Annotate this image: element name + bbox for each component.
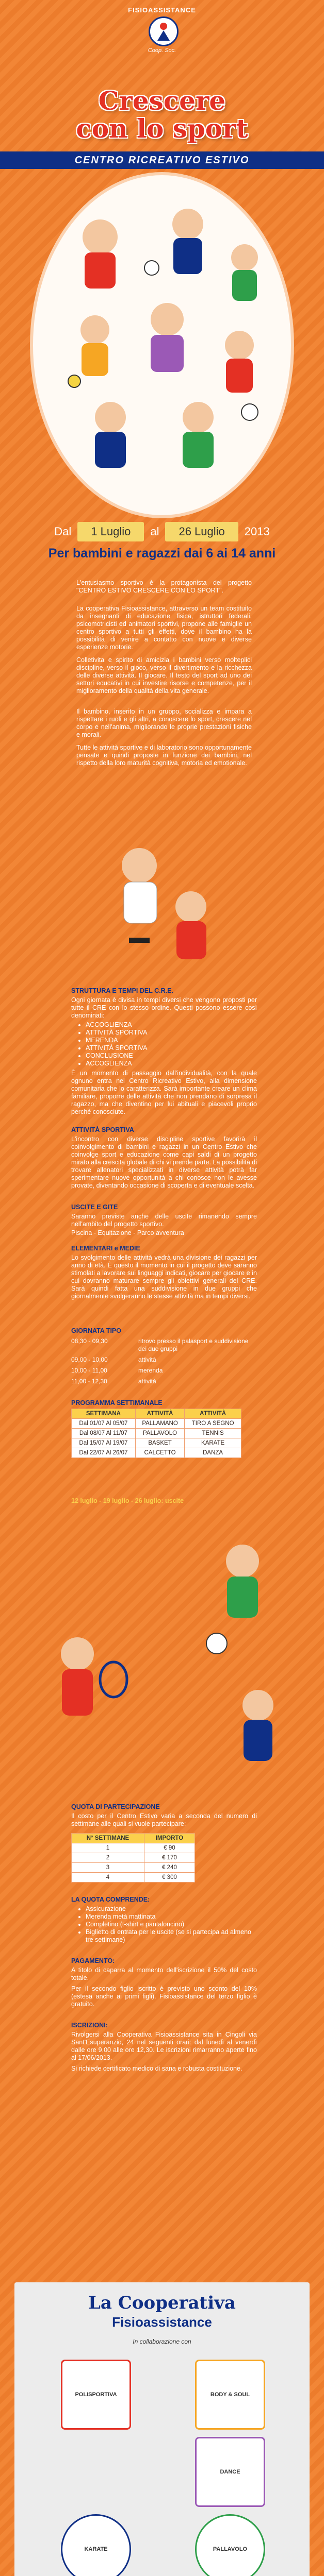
- intro-p2: La cooperativa Fisioassistance, attraverso un team costituito da insegnanti di educazione fisica, istruttori federali, psicomotricisti ed animatori sportivi, propone alle famiglie un centro sportivo a tutti gli effetti, dove il bambino ha la possibilità di venire a contatto con nuove e diverse esperienze motorie.: [76, 605, 252, 651]
- table-cell: KARATE: [185, 1438, 241, 1448]
- table-cell: Dal 15/07 Al 19/07: [72, 1438, 136, 1448]
- collab-label: In collaborazione con: [133, 2338, 191, 2345]
- table-row: [72, 1429, 241, 1438]
- list-item: • Merenda metà mattinata: [86, 1913, 257, 1921]
- fees-text: Il costo per il Centro Estivo varia a seconda del numero di settimane alle quali si vuole partecipare:: [71, 1812, 257, 1827]
- table-cell: 3: [72, 1863, 144, 1873]
- table-row: [72, 1873, 195, 1883]
- day-schedule: [71, 1337, 257, 1385]
- table-cell: € 300: [144, 1873, 195, 1883]
- day-time: 09,00 - 10,00: [71, 1356, 108, 1363]
- payment-text-2: Per il secondo figlio iscritto è previsto uno sconto del 10% (estesa anche ai primi figli). Fisioassistance del terzo figlio è gratuito.: [71, 1985, 257, 2008]
- day-desc: merenda: [138, 1367, 163, 1374]
- weekly-header: ATTIVITÀ: [135, 1409, 184, 1419]
- table-cell: 2: [72, 1853, 144, 1863]
- staff-title: ELEMENTARI e MEDIE: [71, 1245, 140, 1252]
- table-cell: PALLAVOLO: [135, 1429, 184, 1438]
- signup-title: ISCRIZIONI:: [71, 2022, 108, 2029]
- intro-p4: Il bambino, inserito in un gruppo, socializza e impara a rispettare i ruoli e gli altri, a conoscere lo sport, crescere nel corpo e nell'anima, migliorando le proprie prestazioni fisiche e morali.: [76, 708, 252, 738]
- sport-activity-text: L'incontro con diverse discipline sportive favorirà il coinvolgimento di bambini e ragazzi in un Centro Estivo che coinvolge sport e educazione come capi saldi di un progetto mirato alla crescita globale di chi vi prende parte. La possibilità di trovare allenatori specializzati in diverse attività potrà far sperimentare nuove opportunità a chi conosce non le avesse provate, diventando occasione di scoperta e di eventuale scelta.: [71, 1136, 257, 1189]
- trips-places: Piscina - Equitazione - Parco avventura: [71, 1229, 184, 1236]
- table-cell: DANZA: [185, 1448, 241, 1458]
- kids-sports-art: [33, 175, 291, 515]
- table-cell: CALCETTO: [135, 1448, 184, 1458]
- end-date: 26 Luglio: [165, 522, 238, 541]
- logo-emblem-icon: [149, 16, 179, 46]
- day-time: 11,00 - 12,30: [71, 1378, 107, 1385]
- start-date: 1 Luglio: [77, 522, 144, 541]
- payment-title: PAGAMENTO:: [71, 1957, 115, 1964]
- day-row: [71, 1356, 257, 1364]
- table-row: [72, 1843, 195, 1853]
- included-list: [71, 1905, 257, 1944]
- sponsor-logo-4: KARATE: [61, 2514, 131, 2576]
- intro-p1: L'entusiasmo sportivo è la protagonista del progetto "CENTRO ESTIVO CRESCERE CON LO SPORT".: [76, 579, 252, 594]
- table-cell: € 170: [144, 1853, 195, 1863]
- weekly-header-row: [72, 1409, 241, 1419]
- list-item: • ACCOGLIENZA: [86, 1060, 261, 1067]
- structure-title: STRUTTURA E TEMPI DEL C.R.E.: [71, 987, 173, 994]
- kid-runner-illustration: [206, 1680, 310, 1793]
- list-item: • Assicurazione: [86, 1905, 257, 1913]
- weekly-trips-line: 12 luglio - 19 luglio - 26 luglio: uscite: [71, 1497, 184, 1504]
- fees-header: IMPORTO: [144, 1834, 195, 1843]
- kids-tennis-illustration: [21, 1623, 134, 1777]
- fees-section: [71, 1803, 257, 2267]
- sponsor-logo-1: POLISPORTIVA: [61, 2360, 131, 2430]
- day-row: [71, 1378, 257, 1385]
- dates-row: [0, 521, 324, 542]
- table-cell: Dal 08/07 Al 11/07: [72, 1429, 136, 1438]
- included-title: LA QUOTA COMPRENDE:: [71, 1896, 150, 1903]
- header-band: CENTRO RICREATIVO ESTIVO: [0, 151, 324, 169]
- coop-name: La Cooperativa: [88, 2293, 236, 2313]
- table-cell: Dal 01/07 Al 05/07: [72, 1419, 136, 1429]
- list-item: • MERENDA: [86, 1037, 261, 1044]
- badge-bottom-label: Coop. Soc.: [148, 47, 176, 54]
- table-cell: € 90: [144, 1843, 195, 1853]
- day-time: 08,30 - 09,30: [71, 1337, 108, 1345]
- coop-name-2: Fisioassistance: [112, 2314, 212, 2330]
- weekly-header: ATTIVITÀ: [185, 1409, 241, 1419]
- sponsor-logo-2: BODY & SOUL: [195, 2360, 265, 2430]
- table-row: [72, 1853, 195, 1863]
- sport-activity-title: ATTIVITÀ SPORTIVA: [71, 1126, 134, 1133]
- table-cell: Dal 22/07 Al 26/07: [72, 1448, 136, 1458]
- trips-title: USCITE E GITE: [71, 1204, 118, 1211]
- day-desc: attività: [138, 1378, 156, 1385]
- day-time: 10,00 - 11,00: [71, 1367, 107, 1374]
- table-row: [72, 1438, 241, 1448]
- kids-sports-illustration: [33, 175, 291, 515]
- kids-karate-illustration: [98, 835, 232, 979]
- list-item: • ATTIVITÀ SPORTIVA: [86, 1044, 261, 1052]
- intro-p3: Colletivita e spirito di amicizia i bambini verso molteplici discipline, verso il gioco, verso il divertimento e la ricchezza delle diverse attività. Il giocare. Il testo del sport ad uno dei settori educativi in cui investire risorse e competenze, per il miglioramento della qualità della vita generale.: [76, 656, 252, 694]
- structure-text-2: È un momento di passaggio dall'individualità, con la quale ognuno entra nel Centro Ricreativo Estivo, alla dimensione comunitaria che lo caratterizza. Sarà importante creare un clima familiare, proporre delle attività che non prendano di sorpresa il ragazzo, ma che diventino per lui abituali e piacevoli proprio perché conosciute.: [71, 1070, 257, 1115]
- audience-subtitle: Per bambini e ragazzi dai 6 ai 14 anni: [48, 546, 276, 561]
- program-panel: [14, 987, 310, 1513]
- list-item: • CONCLUSIONE: [86, 1052, 261, 1060]
- day-row: [71, 1367, 257, 1375]
- day-row: [71, 1337, 257, 1353]
- fisioassistance-badge: [126, 6, 198, 63]
- badge-top-label: FISIOASSISTANCE: [128, 6, 196, 14]
- table-cell: TIRO A SEGNO: [185, 1419, 241, 1429]
- table-cell: PALLAMANO: [135, 1419, 184, 1429]
- table-cell: TENNIS: [185, 1429, 241, 1438]
- title-line-1: Crescere: [98, 86, 226, 116]
- table-cell: 4: [72, 1873, 144, 1883]
- kids-soccer-illustration: [186, 1535, 299, 1659]
- staff-text: Lo svolgimento delle attività vedrà una divisione dei ragazzi per anno di età. È questo il momento in cui il progetto deve saranno stimolati a lavorare sui linguaggi indicati, giocare per giocare e in cui dovranno maturare sempre gli obiettivi generali del CRE. Sarà quindi fatta una suddivisione in due gruppi che giornalmente svolgeranno le stesse attività ma in tempi diversi.: [71, 1254, 257, 1300]
- table-row: [72, 1419, 241, 1429]
- day-desc: attività: [138, 1356, 156, 1363]
- fees-header-row: [72, 1834, 195, 1843]
- to-label: al: [150, 525, 159, 538]
- year-label: 2013: [244, 525, 270, 538]
- list-item: • ATTIVITÀ SPORTIVA: [86, 1029, 261, 1037]
- structure-text: Ogni giornata è divisa in tempi diversi che vengono proposti per tutte il CRE con lo stesso ordine. Questi possono essere così denominati:: [71, 996, 257, 1019]
- fees-table: [71, 1833, 195, 1883]
- table-row: [72, 1448, 241, 1458]
- intro-p5: Tutte le attività sportive e di laboratorio sono opportunamente pensate e quindi proposte in funzione dei bambini, nel rispetto della loro maturità cognitiva, motoria ed emotionale.: [76, 744, 252, 767]
- structure-list: [71, 1021, 261, 1067]
- table-cell: € 240: [144, 1863, 195, 1873]
- title-line-2: con lo sport: [76, 113, 248, 144]
- list-item: • Completino (t-shirt e pantaloncino): [86, 1921, 257, 1928]
- sponsors-panel: [14, 2282, 310, 2576]
- signup-text-2: Si richiede certificato medico di sana e robusta costituzione.: [71, 2065, 242, 2072]
- fees-header: N° SETTIMANE: [72, 1834, 144, 1843]
- list-item: • Biglietto di entrata per le uscite (se si partecipa ad almeno tre settimane): [86, 1928, 257, 1944]
- weekly-title: PROGRAMMA SETTIMANALE: [71, 1399, 163, 1406]
- intro-panel: [14, 569, 310, 816]
- signup-text: Rivolgersi alla Cooperativa Fisioassistance sita in Cingoli via Sant'Esuperanzio, 24 nel seguenti orari: dal lunedì al venerdì dalle ore 9,00 alle ore 12,30. Le iscrizioni rimarranno aperte fino al 17/06/2013.: [71, 2031, 257, 2061]
- table-cell: 1: [72, 1843, 144, 1853]
- payment-text: A titolo di caparra al momento dell'iscrizione il 50% del costo totale.: [71, 1967, 257, 1981]
- list-item: • ACCOGLIENZA: [86, 1021, 261, 1029]
- table-cell: BASKET: [135, 1438, 184, 1448]
- weekly-table: [71, 1409, 241, 1458]
- from-label: Dal: [54, 525, 72, 538]
- day-schedule-title: GIORNATA TIPO: [71, 1327, 121, 1334]
- sponsor-logo-5: PALLAVOLO: [195, 2514, 265, 2576]
- sponsor-logo-3: DANCE: [195, 2437, 265, 2507]
- weekly-header: SETTIMANA: [72, 1409, 136, 1419]
- fees-title: QUOTA DI PARTECIPAZIONE: [71, 1803, 160, 1810]
- trips-text: Saranno previste anche delle uscite rimanendo sempre nell'ambito del progetto sportivo.: [71, 1213, 257, 1228]
- day-desc: ritrovo presso il palasport e suddivisione dei due gruppi: [138, 1337, 249, 1352]
- table-row: [72, 1863, 195, 1873]
